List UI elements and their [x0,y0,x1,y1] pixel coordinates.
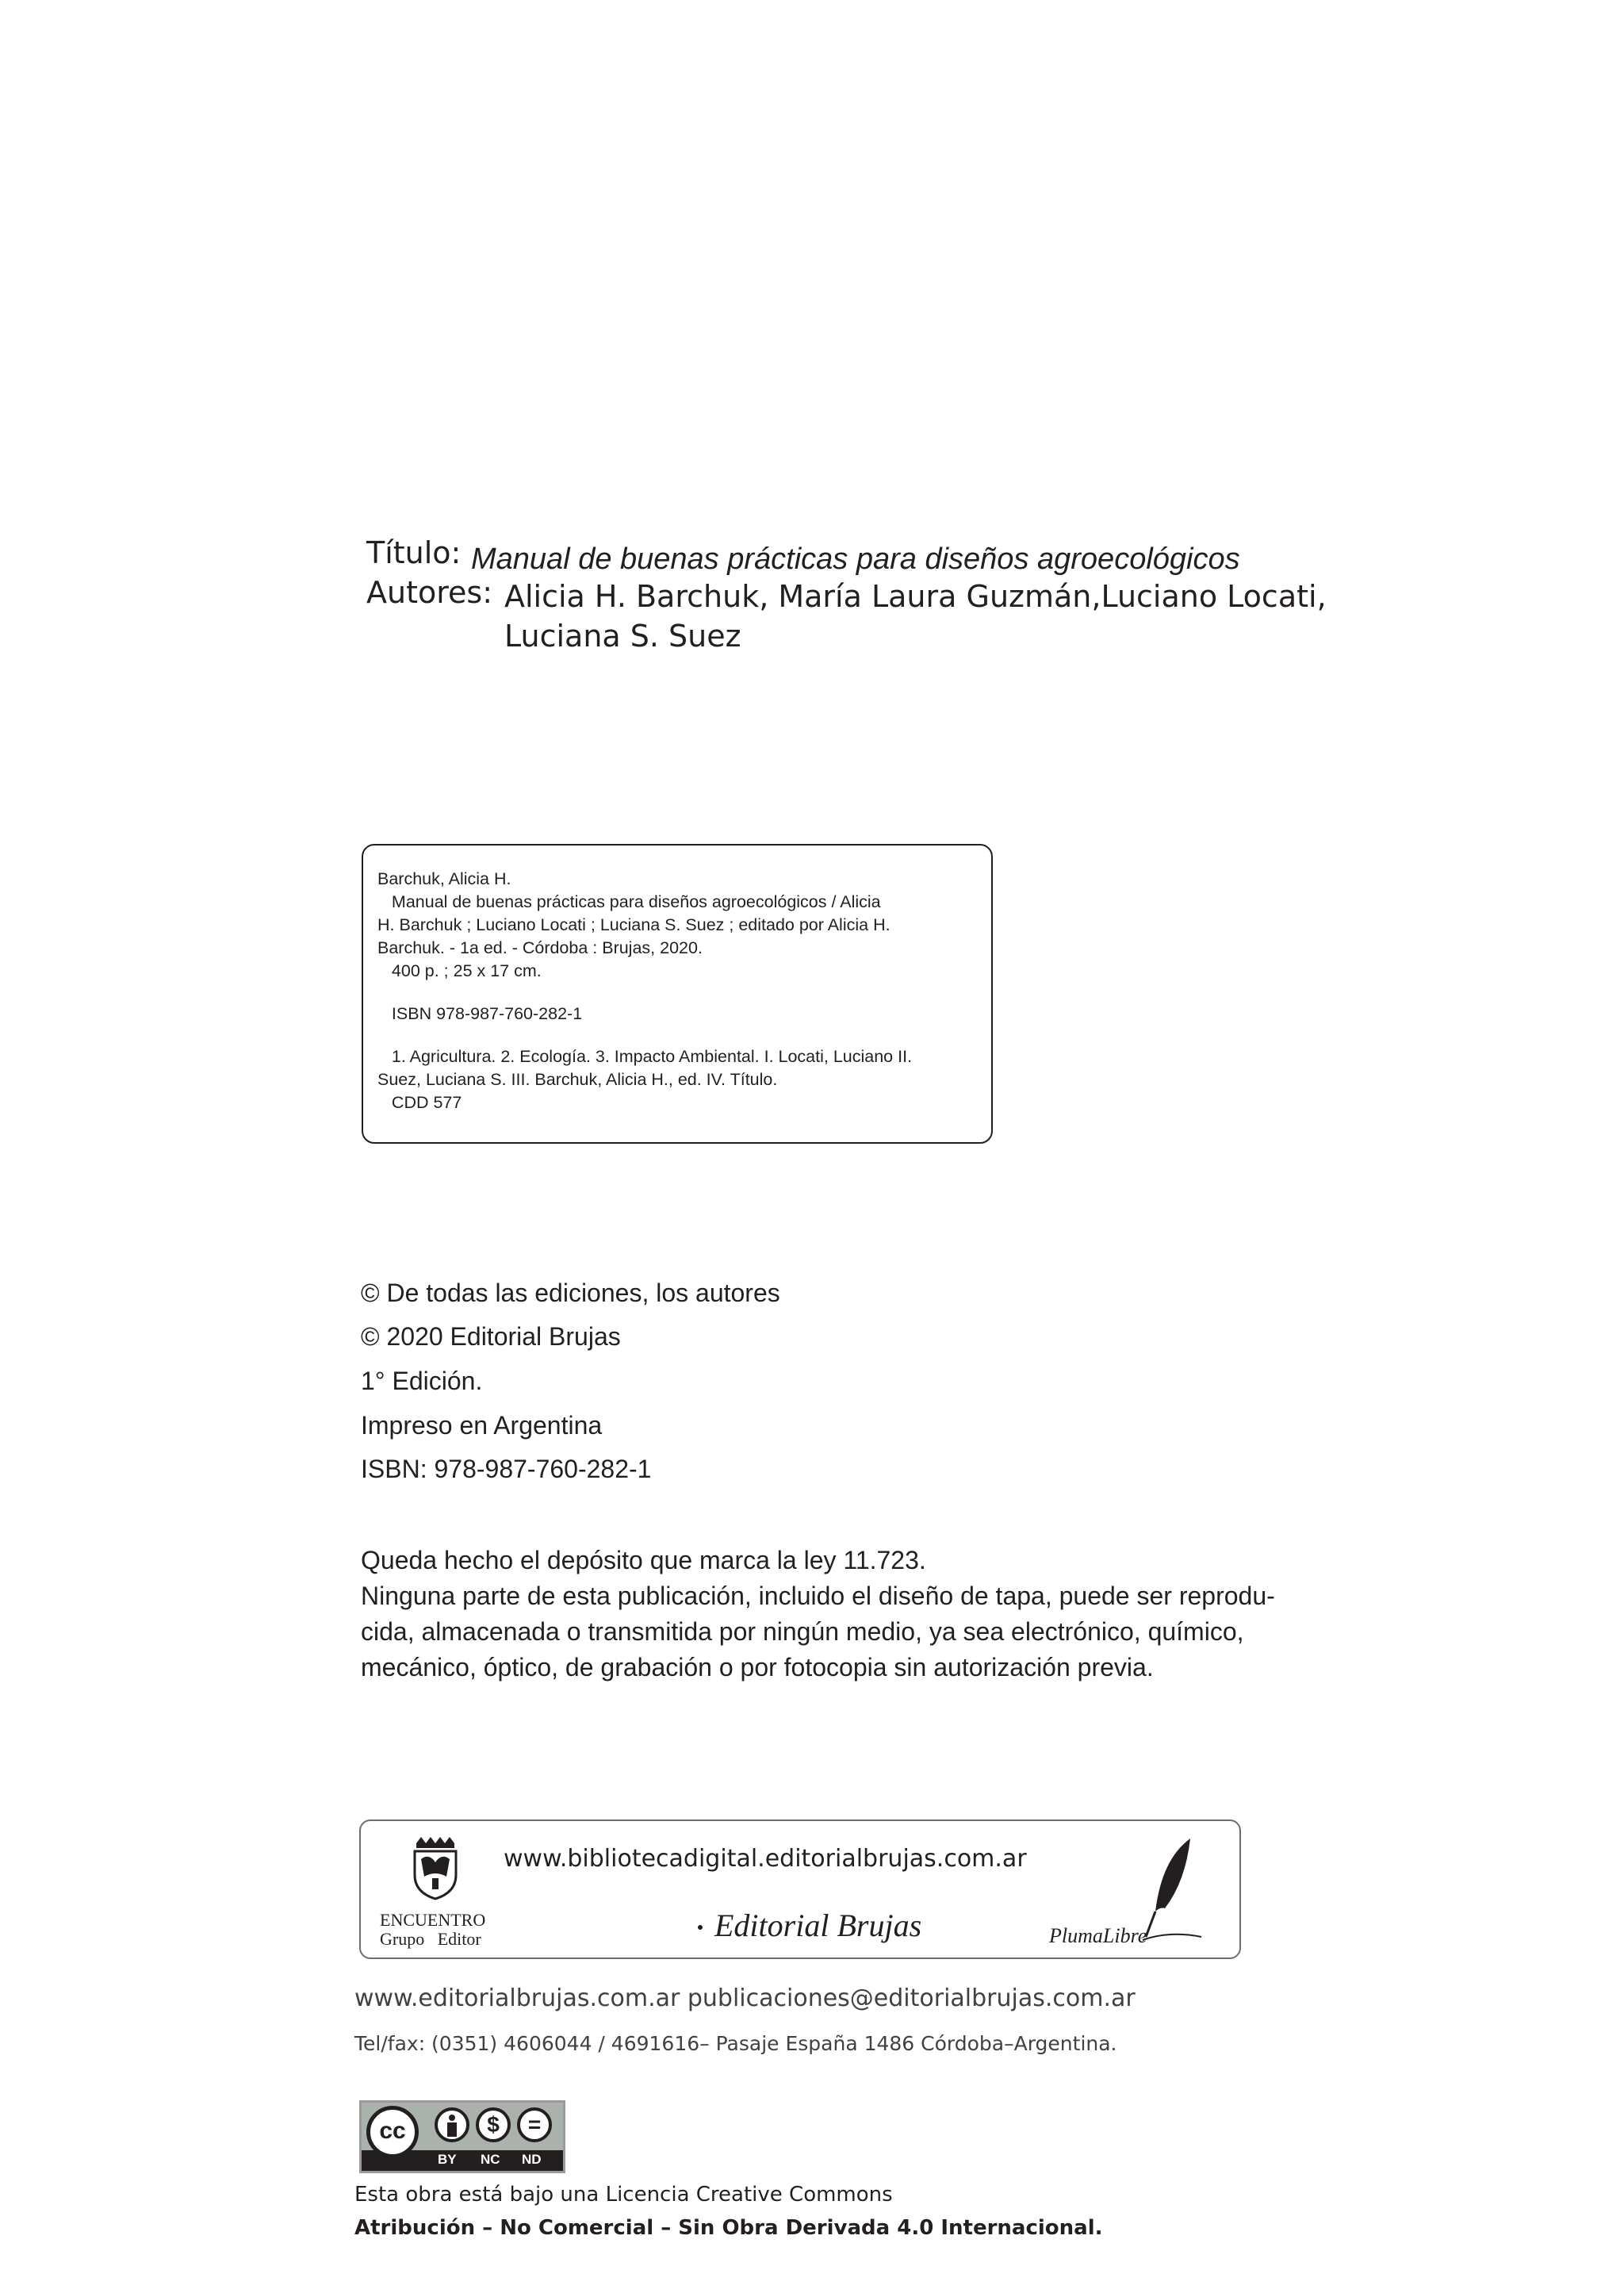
catalog-line: ISBN 978-987-760-282-1 [377,1004,583,1023]
catalog-line: Barchuk. - 1a ed. - Córdoba : Brujas, 2020. [377,938,703,957]
title-value: Manual de buenas prácticas para diseños agroecológicos [471,543,1240,576]
nd-label: ND [522,2152,542,2167]
copyright-line: Impreso en Argentina [361,1411,603,1440]
copyright-line: © De todas las ediciones, los autores [361,1279,780,1307]
pluma-libre-logo: PlumaLibre [1049,1924,1147,1947]
encuentro-line-2: Grupo Editor [380,1929,481,1949]
catalog-line: 400 p. ; 25 x 17 cm. [377,961,542,980]
cc-icon: cc [366,2106,419,2158]
catalog-text [377,868,912,1114]
by-label: BY [438,2152,457,2167]
publisher-box [359,1819,1241,1959]
cc-license-badge[interactable] [359,2100,565,2173]
license-line-1: Esta obra está bajo una Licencia Creative Commons [354,2183,893,2207]
catalog-card [362,844,993,1144]
copyright-line: 1° Edición. [361,1367,483,1395]
by-person-icon [435,2107,469,2142]
encuentro-line-1: ENCUENTRO [380,1910,486,1930]
nd-equals-icon: = [517,2107,552,2142]
nc-dollar-icon: $ [476,2107,511,2142]
nc-label: NC [481,2152,500,2167]
digital-library-url[interactable]: www.bibliotecadigital.editorialbrujas.com.ar [504,1845,1027,1873]
legal-notice [361,1543,1275,1685]
license-line-2: Atribución – No Comercial – Sin Obra Derivada 4.0 Internacional. [354,2216,1103,2240]
legal-line: Queda hecho el depósito que marca la ley 11.723. [361,1546,926,1574]
legal-line: mecánico, óptico, de grabación o por fotocopia sin autorización previa. [361,1653,1154,1681]
catalog-line: H. Barchuk ; Luciano Locati ; Luciana S. Suez ; editado por Alicia H. [377,915,891,934]
title-label: Título: [366,535,462,570]
catalog-line: Manual de buenas prácticas para diseños agroecológicos / Alicia [377,892,881,911]
contact-tel-address: Tel/fax: (0351) 4606044 / 4691616– Pasaje España 1486 Córdoba–Argentina. [354,2032,1117,2055]
copyright-line: ISBN: 978-987-760-282-1 [361,1455,652,1483]
authors-label: Autores: [366,575,492,610]
authors-line-2: Luciana S. Suez [504,619,741,654]
editorial-brujas-logo: Editorial Brujas [714,1908,922,1943]
catalog-spacer [377,1026,912,1045]
legal-line: cida, almacenada o transmitida por ningún medio, ya sea electrónico, químico, [361,1617,1244,1646]
catalog-line: Barchuk, Alicia H. [377,869,511,888]
legal-line: Ninguna parte de esta publicación, incluido el diseño de tapa, puede ser reprodu- [361,1582,1275,1610]
copyright-line: © 2020 Editorial Brujas [361,1322,621,1351]
catalog-line: Suez, Luciana S. III. Barchuk, Alicia H., ed. IV. Título. [377,1070,778,1089]
authors-line-1: Alicia H. Barchuk, María Laura Guzmán,Luciano Locati, [504,579,1327,614]
moon-icon [684,1910,716,1945]
catalog-line: CDD 577 [377,1093,462,1112]
catalog-line: 1. Agricultura. 2. Ecología. 3. Impacto Ambiental. I. Locati, Luciano II. [377,1047,913,1066]
contact-web-email[interactable]: www.editorialbrujas.com.ar publicaciones@editorialbrujas.com.ar [354,1984,1136,2012]
catalog-spacer [377,983,912,1003]
crest-icon [410,1835,461,1900]
